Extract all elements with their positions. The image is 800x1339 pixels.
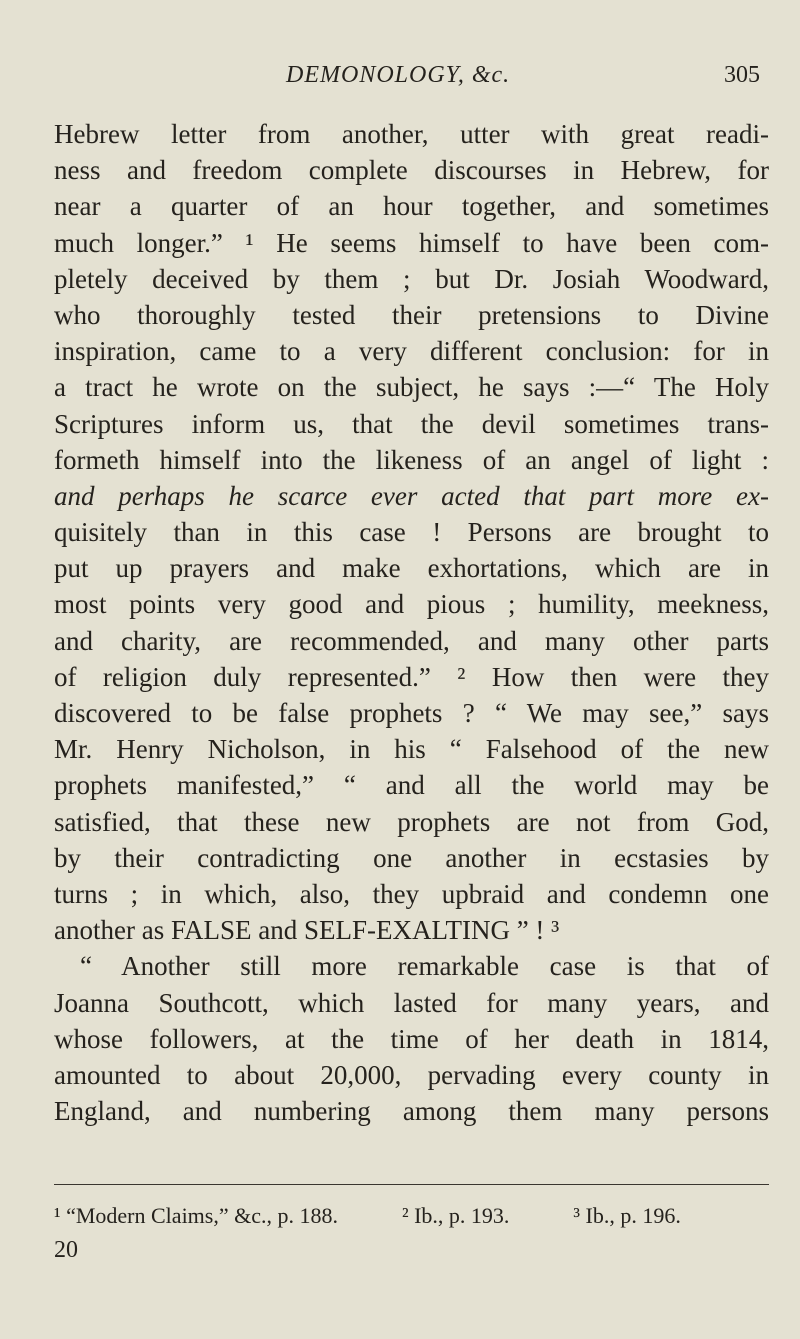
text-line: Mr. Henry Nicholson, in his “ Falsehood of the new [54,734,769,765]
text-line: near a quarter of an hour together, and sometimes [54,191,769,222]
text-line: Joanna Southcott, which lasted for many years, and [54,987,769,1018]
text-line: satisfied, that these new prophets are not from God, [54,806,769,837]
footnotes [54,1184,769,1264]
text-line: pletely deceived by them ; but Dr. Josiah Woodward, [54,263,769,294]
page-number: 305 [724,62,760,88]
footnote-3: ³ Ib., p. 196. [573,1203,681,1228]
text-line: England, and numbering among them many persons [54,1096,769,1127]
text-line: and charity, are recommended, and many other parts [54,625,769,656]
text-line: discovered to be false prophets ? “ We may see,” says [54,698,769,728]
footnote-2: ² Ib., p. 193. [402,1203,510,1228]
text-line: who thoroughly tested their pretensions to Divine [54,299,769,330]
text-line: by their contradicting one another in ecstasies by [54,842,769,873]
text-line: turns ; in which, also, they upbraid and condemn one [54,878,769,909]
text-line: formeth himself into the likeness of an angel of light : [54,444,769,475]
page-header [0,62,760,102]
text-line: ness and freedom complete discourses in Hebrew, for [54,155,769,186]
footnote-row [54,1203,769,1229]
text-line: and perhaps he scarce ever acted that part more ex- [54,480,769,511]
text-line: put up prayers and make exhortations, which are in [54,553,769,584]
text-line: Scriptures inform us, that the devil sometimes trans- [54,408,769,439]
text-line: “ Another still more remarkable case is that of [80,951,769,982]
text-line: another as FALSE and SELF-EXALTING ” ! ³ [54,915,560,946]
running-title: DEMONOLOGY, &c. [286,62,511,88]
footnote-1: ¹ “Modern Claims,” &c., p. 188. [54,1203,338,1228]
text-line: prophets manifested,” “ and all the world may be [54,770,769,801]
text-line: much longer.” ¹ He seems himself to have been com- [54,227,769,258]
text-line: whose followers, at the time of her death in 1814, [54,1023,769,1054]
body-text [54,116,769,1129]
signature-mark: 20 [54,1237,78,1263]
text-line: of religion duly represented.” ² How then were they [54,661,769,692]
text-line: most points very good and pious ; humility, meekness, [54,589,769,620]
text-line: Hebrew letter from another, utter with great readi- [54,119,769,149]
text-line: inspiration, came to a very different conclusion: for in [54,336,769,367]
text-line: amounted to about 20,000, pervading every county in [54,1059,769,1090]
text-line: a tract he wrote on the subject, he says :—“ The Holy [54,372,769,403]
text-line: quisitely than in this case ! Persons are brought to [54,517,769,548]
